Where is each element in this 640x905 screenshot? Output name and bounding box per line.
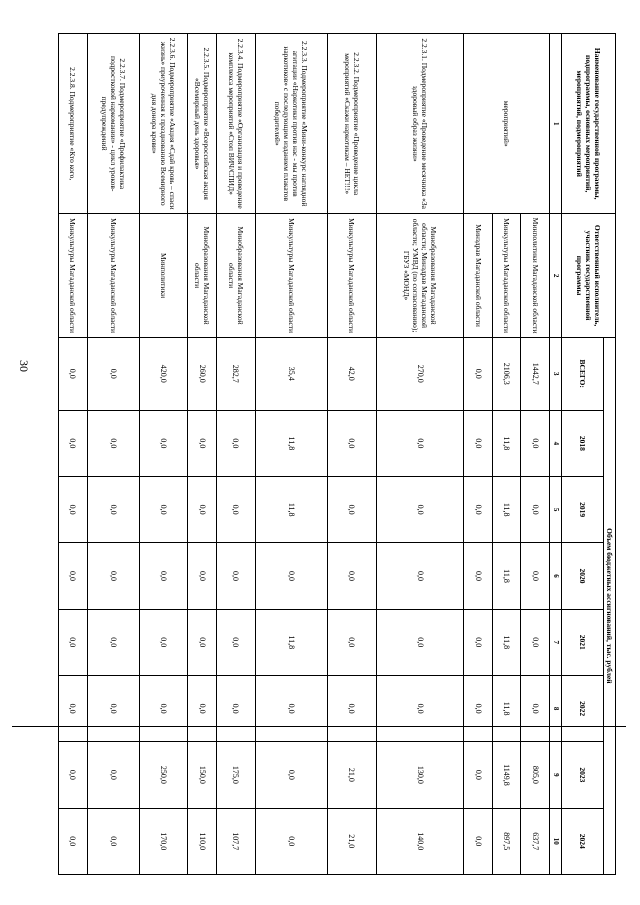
year-value-cell: 0,0 (376, 543, 464, 609)
total-value-cell: 35,4 (255, 337, 327, 410)
year-value-cell: 11,8 (492, 410, 521, 476)
total-value-cell: 1442,7 (521, 337, 550, 410)
header-year: 2023 (562, 742, 604, 808)
year-value-cell: 0,0 (216, 477, 255, 543)
total-value-cell: 270,0 (376, 337, 464, 410)
executor-cell: Минобразования Магаданской области; Минздрав Магаданской области; УМВД (по согласованию); ГБУЗ «МОНД» (376, 214, 464, 337)
page-number: 30 (17, 360, 31, 372)
executor-cell: Минобразования Магаданской области (216, 214, 255, 337)
year-value-cell: 0,0 (464, 742, 493, 808)
total-value-cell: 282,7 (216, 337, 255, 410)
activity-name-cell: 2.2.3.2. Подмероприятие «Проведение цикла мероприятий «Скажи наркотикам – НЕТ!!!» (327, 34, 376, 214)
year-value-cell: 170,0 (139, 808, 188, 874)
year-value-cell: 0,0 (139, 543, 188, 609)
year-value-cell: 0,0 (87, 675, 139, 741)
total-value-cell: 0,0 (464, 337, 493, 410)
executor-cell: Минкультуры Магаданской области (327, 214, 376, 337)
year-value-cell: 0,0 (327, 477, 376, 543)
total-value-cell: 0,0 (87, 337, 139, 410)
year-value-cell: 21,0 (327, 808, 376, 874)
header-budget-group: Объем бюджетных ассигнований, тыс. рублей (604, 337, 616, 874)
year-value-cell: 805,0 (521, 742, 550, 808)
year-value-cell: 0,0 (521, 609, 550, 675)
year-value-cell: 0,0 (255, 808, 327, 874)
table-row (188, 34, 217, 875)
year-value-cell: 1149,8 (492, 742, 521, 808)
total-value-cell: 420,0 (139, 337, 188, 410)
year-value-cell: 0,0 (59, 609, 88, 675)
table-body (59, 34, 550, 875)
year-value-cell: 0,0 (59, 477, 88, 543)
year-value-cell: 0,0 (59, 410, 88, 476)
total-value-cell: 260,0 (188, 337, 217, 410)
header-year: 2020 (562, 543, 604, 609)
year-value-cell: 0,0 (464, 410, 493, 476)
header-year: 2021 (562, 609, 604, 675)
column-number: 6 (550, 543, 562, 609)
year-value-cell: 0,0 (464, 675, 493, 741)
executor-cell: Минполитики Магаданской области (521, 214, 550, 337)
year-value-cell: 175,0 (216, 742, 255, 808)
column-number: 5 (550, 477, 562, 543)
column-number: 10 (550, 808, 562, 874)
year-value-cell: 0,0 (59, 742, 88, 808)
activity-name-cell: 2.2.3.6. Подмероприятие «Акция «Сдай кровь – спаси жизнь» приуроченная к празднованию Всемирного дня донора крови» (139, 34, 188, 214)
year-value-cell: 0,0 (464, 808, 493, 874)
year-value-cell: 130,0 (376, 742, 464, 808)
activity-name-cell: 2.2.3.4. Подмероприятие «Организация и проведение комплекса мероприятий «Стоп ВИЧ/СПИД» (216, 34, 255, 214)
year-value-cell: 0,0 (255, 675, 327, 741)
year-value-cell: 0,0 (464, 543, 493, 609)
year-value-cell: 637,7 (521, 808, 550, 874)
executor-cell: Минкультуры Магаданской области (492, 214, 521, 337)
year-value-cell: 140,0 (376, 808, 464, 874)
year-value-cell: 0,0 (255, 543, 327, 609)
year-value-cell: 0,0 (188, 543, 217, 609)
table-row (59, 34, 88, 875)
executor-cell: Минобразования Магаданской области (188, 214, 217, 337)
year-value-cell: 897,5 (492, 808, 521, 874)
year-value-cell: 11,8 (255, 477, 327, 543)
year-value-cell: 0,0 (327, 410, 376, 476)
year-value-cell: 0,0 (464, 609, 493, 675)
year-value-cell: 0,0 (139, 609, 188, 675)
column-number: 3 (550, 337, 562, 410)
table-row (327, 34, 376, 875)
year-value-cell: 0,0 (188, 410, 217, 476)
year-value-cell: 110,0 (188, 808, 217, 874)
column-number: 8 (550, 675, 562, 741)
header-total: ВСЕГО: (562, 337, 604, 410)
year-value-cell: 0,0 (59, 808, 88, 874)
year-value-cell: 0,0 (327, 543, 376, 609)
activity-name-cell: 2.2.3.7. Подмероприятие «Профилактика подростковой наркомании» - цикл уроков-предупреждений (87, 34, 139, 214)
column-number: 4 (550, 410, 562, 476)
executor-cell: Минкультуры Магаданской области (87, 214, 139, 337)
year-value-cell: 0,0 (521, 543, 550, 609)
table-row (87, 34, 139, 875)
header-year: 2022 (562, 675, 604, 741)
year-value-cell: 0,0 (188, 477, 217, 543)
year-value-cell: 0,0 (87, 543, 139, 609)
column-number: 2 (550, 214, 562, 337)
activity-name-cell: 2.2.3.1. Подмероприятие «Проведение месячника «За здоровый образ жизни» (376, 34, 464, 214)
year-value-cell: 0,0 (464, 477, 493, 543)
year-value-cell: 0,0 (87, 808, 139, 874)
activity-name-cell: 2.2.3.8. Подмероприятие «Кто кого, (59, 34, 88, 214)
year-value-cell: 0,0 (139, 410, 188, 476)
year-value-cell: 0,0 (376, 477, 464, 543)
column-number: 9 (550, 742, 562, 808)
header-year: 2019 (562, 477, 604, 543)
page-divider (12, 726, 626, 727)
year-value-cell: 0,0 (327, 609, 376, 675)
year-value-cell: 0,0 (87, 410, 139, 476)
year-value-cell: 0,0 (59, 543, 88, 609)
year-value-cell: 0,0 (87, 742, 139, 808)
year-value-cell: 0,0 (139, 477, 188, 543)
activity-name-cell: 2.2.3.5. Подмероприятие «Всероссийская акция «Всемирный день здоровья» (188, 34, 217, 214)
header-executor: Ответственный исполнитель, участник государственной программы (562, 214, 616, 337)
header-name: Наименование государственной программы, подпрограммы, основных мероприятий, мероприятий, подмероприятий (562, 34, 616, 214)
year-value-cell: 0,0 (376, 609, 464, 675)
year-value-cell: 150,0 (188, 742, 217, 808)
table-row (139, 34, 188, 875)
year-value-cell: 0,0 (376, 675, 464, 741)
year-value-cell: 0,0 (216, 675, 255, 741)
activity-name-cell: 2.2.3.3. Подмероприятие «Мини-конкурс наглядной агитации «Наркотики против нас - мы против наркотиков» с последующим изданием плакатов победителей» (255, 34, 327, 214)
year-value-cell: 11,8 (492, 543, 521, 609)
executor-cell: Минздрав Магаданской области (464, 214, 493, 337)
year-value-cell: 0,0 (521, 477, 550, 543)
year-value-cell: 0,0 (216, 410, 255, 476)
year-value-cell: 0,0 (87, 609, 139, 675)
year-value-cell: 0,0 (521, 410, 550, 476)
year-value-cell: 0,0 (376, 410, 464, 476)
year-value-cell: 0,0 (216, 543, 255, 609)
year-value-cell: 11,8 (492, 675, 521, 741)
table-row (376, 34, 464, 875)
header-year: 2024 (562, 808, 604, 874)
year-value-cell: 0,0 (139, 675, 188, 741)
column-number: 7 (550, 609, 562, 675)
total-value-cell: 0,0 (59, 337, 88, 410)
year-value-cell: 0,0 (255, 742, 327, 808)
year-value-cell: 0,0 (521, 675, 550, 741)
year-value-cell: 0,0 (188, 675, 217, 741)
column-number: 1 (550, 34, 562, 214)
year-value-cell: 0,0 (59, 675, 88, 741)
activity-name-cell: мероприятий» (464, 34, 550, 214)
executor-cell: Минполитики (139, 214, 188, 337)
header-year: 2018 (562, 410, 604, 476)
budget-table (58, 33, 616, 875)
executor-cell: Минкультуры Магаданской области (59, 214, 88, 337)
year-value-cell: 250,0 (139, 742, 188, 808)
year-value-cell: 107,7 (216, 808, 255, 874)
year-value-cell: 0,0 (87, 477, 139, 543)
year-value-cell: 21,0 (327, 742, 376, 808)
table-row (521, 34, 550, 875)
total-value-cell: 42,0 (327, 337, 376, 410)
budget-table-container (58, 33, 616, 875)
year-value-cell: 11,8 (255, 410, 327, 476)
year-value-cell: 0,0 (188, 609, 217, 675)
year-value-cell: 11,8 (492, 609, 521, 675)
table-row (216, 34, 255, 875)
executor-cell: Минкультуры Магаданской области (255, 214, 327, 337)
year-value-cell: 11,8 (255, 609, 327, 675)
year-value-cell: 0,0 (327, 675, 376, 741)
table-row (255, 34, 327, 875)
total-value-cell: 2106,3 (492, 337, 521, 410)
year-value-cell: 11,8 (492, 477, 521, 543)
year-value-cell: 0,0 (216, 609, 255, 675)
